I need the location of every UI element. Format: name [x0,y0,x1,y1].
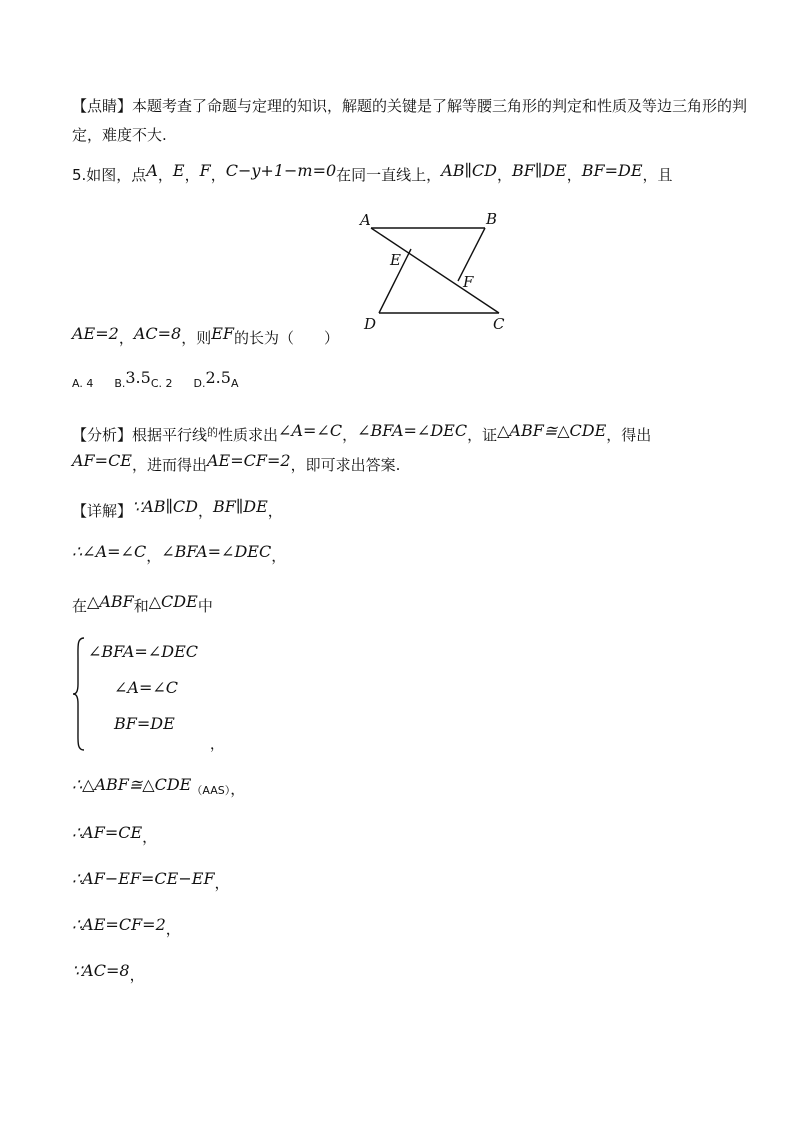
label-b: B [486,210,498,228]
sep: ， [210,166,226,184]
geometry-figure [355,205,515,335]
analysis-math-1: ∠A=∠C [278,421,343,440]
system-comma: ， [210,737,224,753]
detail-label: 【详解】 [72,502,133,520]
sep: ， [271,547,287,565]
sep: ， [342,426,358,444]
question-prefix: 5.如图，点 [72,166,147,184]
options-tail: A [230,377,239,390]
detail-math: ∴AF=CE [72,823,143,842]
left-brace [72,636,86,752]
detail-math: ∵AC=8 [72,961,130,980]
detail-math: ∴△ABF≅△CDE [72,775,192,794]
sep: ， [142,828,158,846]
note-line-2: 定，难度不大. [72,126,167,144]
detail-text: 和 [133,597,149,615]
sep: ， [146,547,162,565]
system-eq-1: ∠BFA=∠DEC [88,642,198,661]
analysis-text: ，进而得出 [131,456,207,474]
equation-system [72,636,272,752]
segment-ac [371,228,499,313]
detail-math: △CDE [148,592,198,611]
sep: ， [184,166,200,184]
analysis-text: 性质求出 [218,426,279,444]
sep: ， [214,874,230,892]
option-a: A. 4 [72,377,94,390]
condition-bf-de: BF∥DE [511,161,567,180]
analysis-math-2: ∠BFA=∠DEC [357,421,468,440]
point-f: F [199,161,211,180]
option-c: C. 2 [150,377,173,390]
option-b-prefix: B. [114,377,126,390]
sep: ， [230,780,246,798]
label-e: E [390,251,401,269]
sep: ， [157,166,173,184]
analysis-math-4: AF=CE [72,451,132,470]
then-text: ，则 [181,329,212,347]
sep: ， [165,920,181,938]
option-d-value: 2.5 [205,368,231,387]
analysis-label: 【分析】 [72,426,133,444]
question-text: 在同一直线上， [336,166,442,184]
question-end: 的长为（ ） [234,329,340,347]
point-a: A [146,161,158,180]
note-line-1: 【点睛】本题考查了命题与定理的知识，解题的关键是了解等腰三角形的判定和性质及等边三角形的判 [72,97,748,115]
detail-math: ∠BFA=∠DEC [161,542,272,561]
analysis-line-1 [72,421,652,445]
point-e: E [172,161,185,180]
detail-math: ∴∠A=∠C [72,542,147,561]
aas-note: （AAS） [191,784,231,797]
detail-math: ∴AF−EF=CE−EF [72,869,215,888]
sep: ， [267,502,283,520]
sep: ， [129,966,145,984]
detail-math: ∴AE=CF=2 [72,915,166,934]
system-eq-2: ∠A=∠C [114,678,179,697]
analysis-text: 的 [207,426,219,439]
detail-math: BF∥DE [212,497,268,516]
detail-line-8 [72,961,145,985]
detail-math: △ABF [87,592,134,611]
detail-line-7 [72,915,181,939]
detail-text: 在 [72,597,88,615]
detail-line-6 [72,869,230,893]
condition-ab-cd: AB∥CD [441,161,497,180]
option-d-prefix: D. [193,377,206,390]
suffix: ，且 [642,166,673,184]
question-line-1 [72,161,673,185]
detail-line-3 [72,592,213,616]
condition-bf-eq-de: BF=DE [581,161,643,180]
option-b-value: 3.5 [125,368,151,387]
analysis-text: 根据平行线 [132,426,208,444]
analysis-math-5: AE=CF=2 [207,451,291,470]
label-f: F [463,273,474,291]
detail-math: ∵AB∥CD [132,497,198,516]
analysis-text: ，证 [467,426,498,444]
given-ae: AE=2 [72,324,119,343]
question-line-2 [72,324,340,348]
detail-text: 中 [197,597,213,615]
label-d: D [364,315,377,333]
sep: ， [496,166,512,184]
analysis-text: ，即可求出答案. [290,456,401,474]
target-ef: EF [211,324,235,343]
detail-line-4 [72,775,246,799]
detail-line-5 [72,823,158,847]
sep: ， [566,166,582,184]
label-c: C [493,315,505,333]
detail-line-2 [72,542,287,566]
detail-line-1 [72,497,283,521]
sep: ， [118,329,134,347]
given-ac: AC=8 [133,324,182,343]
expression: C−y+1−m=0 [225,161,337,180]
analysis-math-3: △ABF≅△CDE [497,421,607,440]
system-eq-3: BF=DE [114,714,175,733]
sep: ， [197,502,213,520]
options-line [72,368,239,391]
label-a: A [360,211,371,229]
analysis-line-2 [72,451,401,475]
analysis-text: ，得出 [606,426,652,444]
